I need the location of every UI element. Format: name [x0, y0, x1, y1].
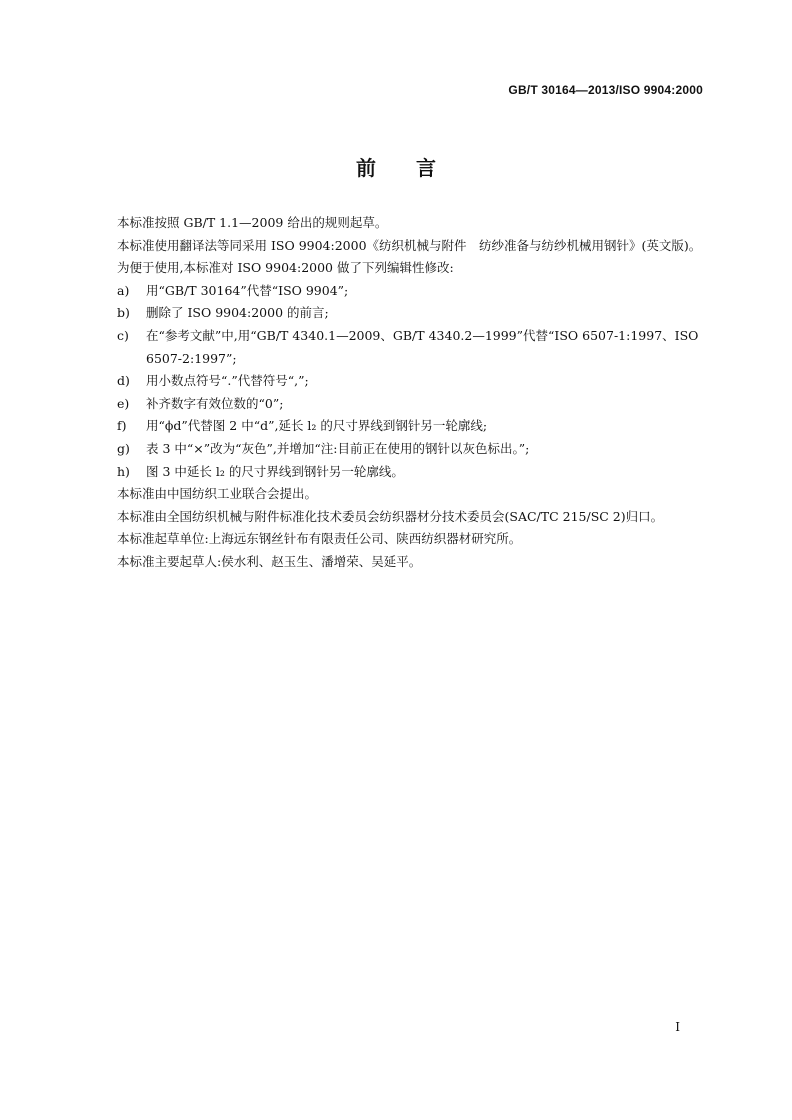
item-text: 删除了 ISO 9904:2000 的前言;	[146, 305, 329, 321]
page-number: I	[675, 1020, 680, 1034]
paragraph-drafters: 本标准主要起草人:侯水利、赵玉生、潘增荣、吴延平。	[117, 553, 422, 569]
item-text: 图 3 中延长 l₂ 的尺寸界线到钢针另一轮廓线。	[146, 463, 404, 479]
list-item	[89, 325, 703, 370]
item-label: d)	[117, 373, 130, 389]
item-label: b)	[117, 305, 130, 321]
title-char-2: 言	[416, 156, 436, 180]
list-item	[89, 393, 703, 416]
paragraph-modifications-intro: 为便于使用,本标准对 ISO 9904:2000 做了下列编辑性修改:	[117, 260, 454, 276]
page-title	[0, 152, 792, 181]
item-label: e)	[117, 395, 130, 411]
item-text: 在“参考文献”中,用“GB/T 4340.1—2009、GB/T 4340.2—1999”代替“ISO 6507-1:1997、ISO 6507-2:1997”;	[146, 327, 699, 366]
list-item	[89, 415, 703, 438]
paragraph-proposer: 本标准由中国纺织工业联合会提出。	[117, 486, 318, 502]
list-item	[89, 280, 703, 303]
item-label: h)	[117, 463, 130, 479]
item-text: 用“GB/T 30164”代替“ISO 9904”;	[146, 282, 349, 298]
foreword-body	[89, 212, 703, 574]
item-text: 补齐数字有效位数的“0”;	[146, 395, 284, 411]
paragraph-translation: 本标准使用翻译法等同采用 ISO 9904:2000《纺织机械与附件 纺纱准备与纺纱机械用钢针》(英文版)。	[117, 237, 702, 253]
standard-code-header: GB/T 30164—2013/ISO 9904:2000	[508, 83, 703, 97]
list-item	[89, 370, 703, 393]
paragraph-drafting-units: 本标准起草单位:上海远东钢丝针布有限责任公司、陕西纺织器材研究所。	[117, 531, 522, 547]
paragraph-committee: 本标准由全国纺织机械与附件标准化技术委员会纺织器材分技术委员会(SAC/TC 215/SC 2)归口。	[117, 508, 664, 524]
item-label: f)	[117, 418, 127, 434]
title-char-1: 前	[356, 156, 376, 180]
item-label: c)	[117, 327, 129, 343]
item-text: 表 3 中“×”改为“灰色”,并增加“注:目前正在使用的钢针以灰色标出。”;	[146, 440, 530, 456]
paragraph-drafting-rules: 本标准按照 GB/T 1.1—2009 给出的规则起草。	[117, 215, 388, 230]
item-text: 用“ϕd”代替图 2 中“d”,延长 l₂ 的尺寸界线到钢针另一轮廓线;	[146, 418, 488, 434]
item-label: g)	[117, 440, 130, 456]
item-label: a)	[117, 282, 130, 298]
list-item	[89, 461, 703, 484]
item-text: 用小数点符号“.”代替符号“,”;	[146, 373, 309, 389]
list-item	[89, 302, 703, 325]
list-item	[89, 438, 703, 461]
